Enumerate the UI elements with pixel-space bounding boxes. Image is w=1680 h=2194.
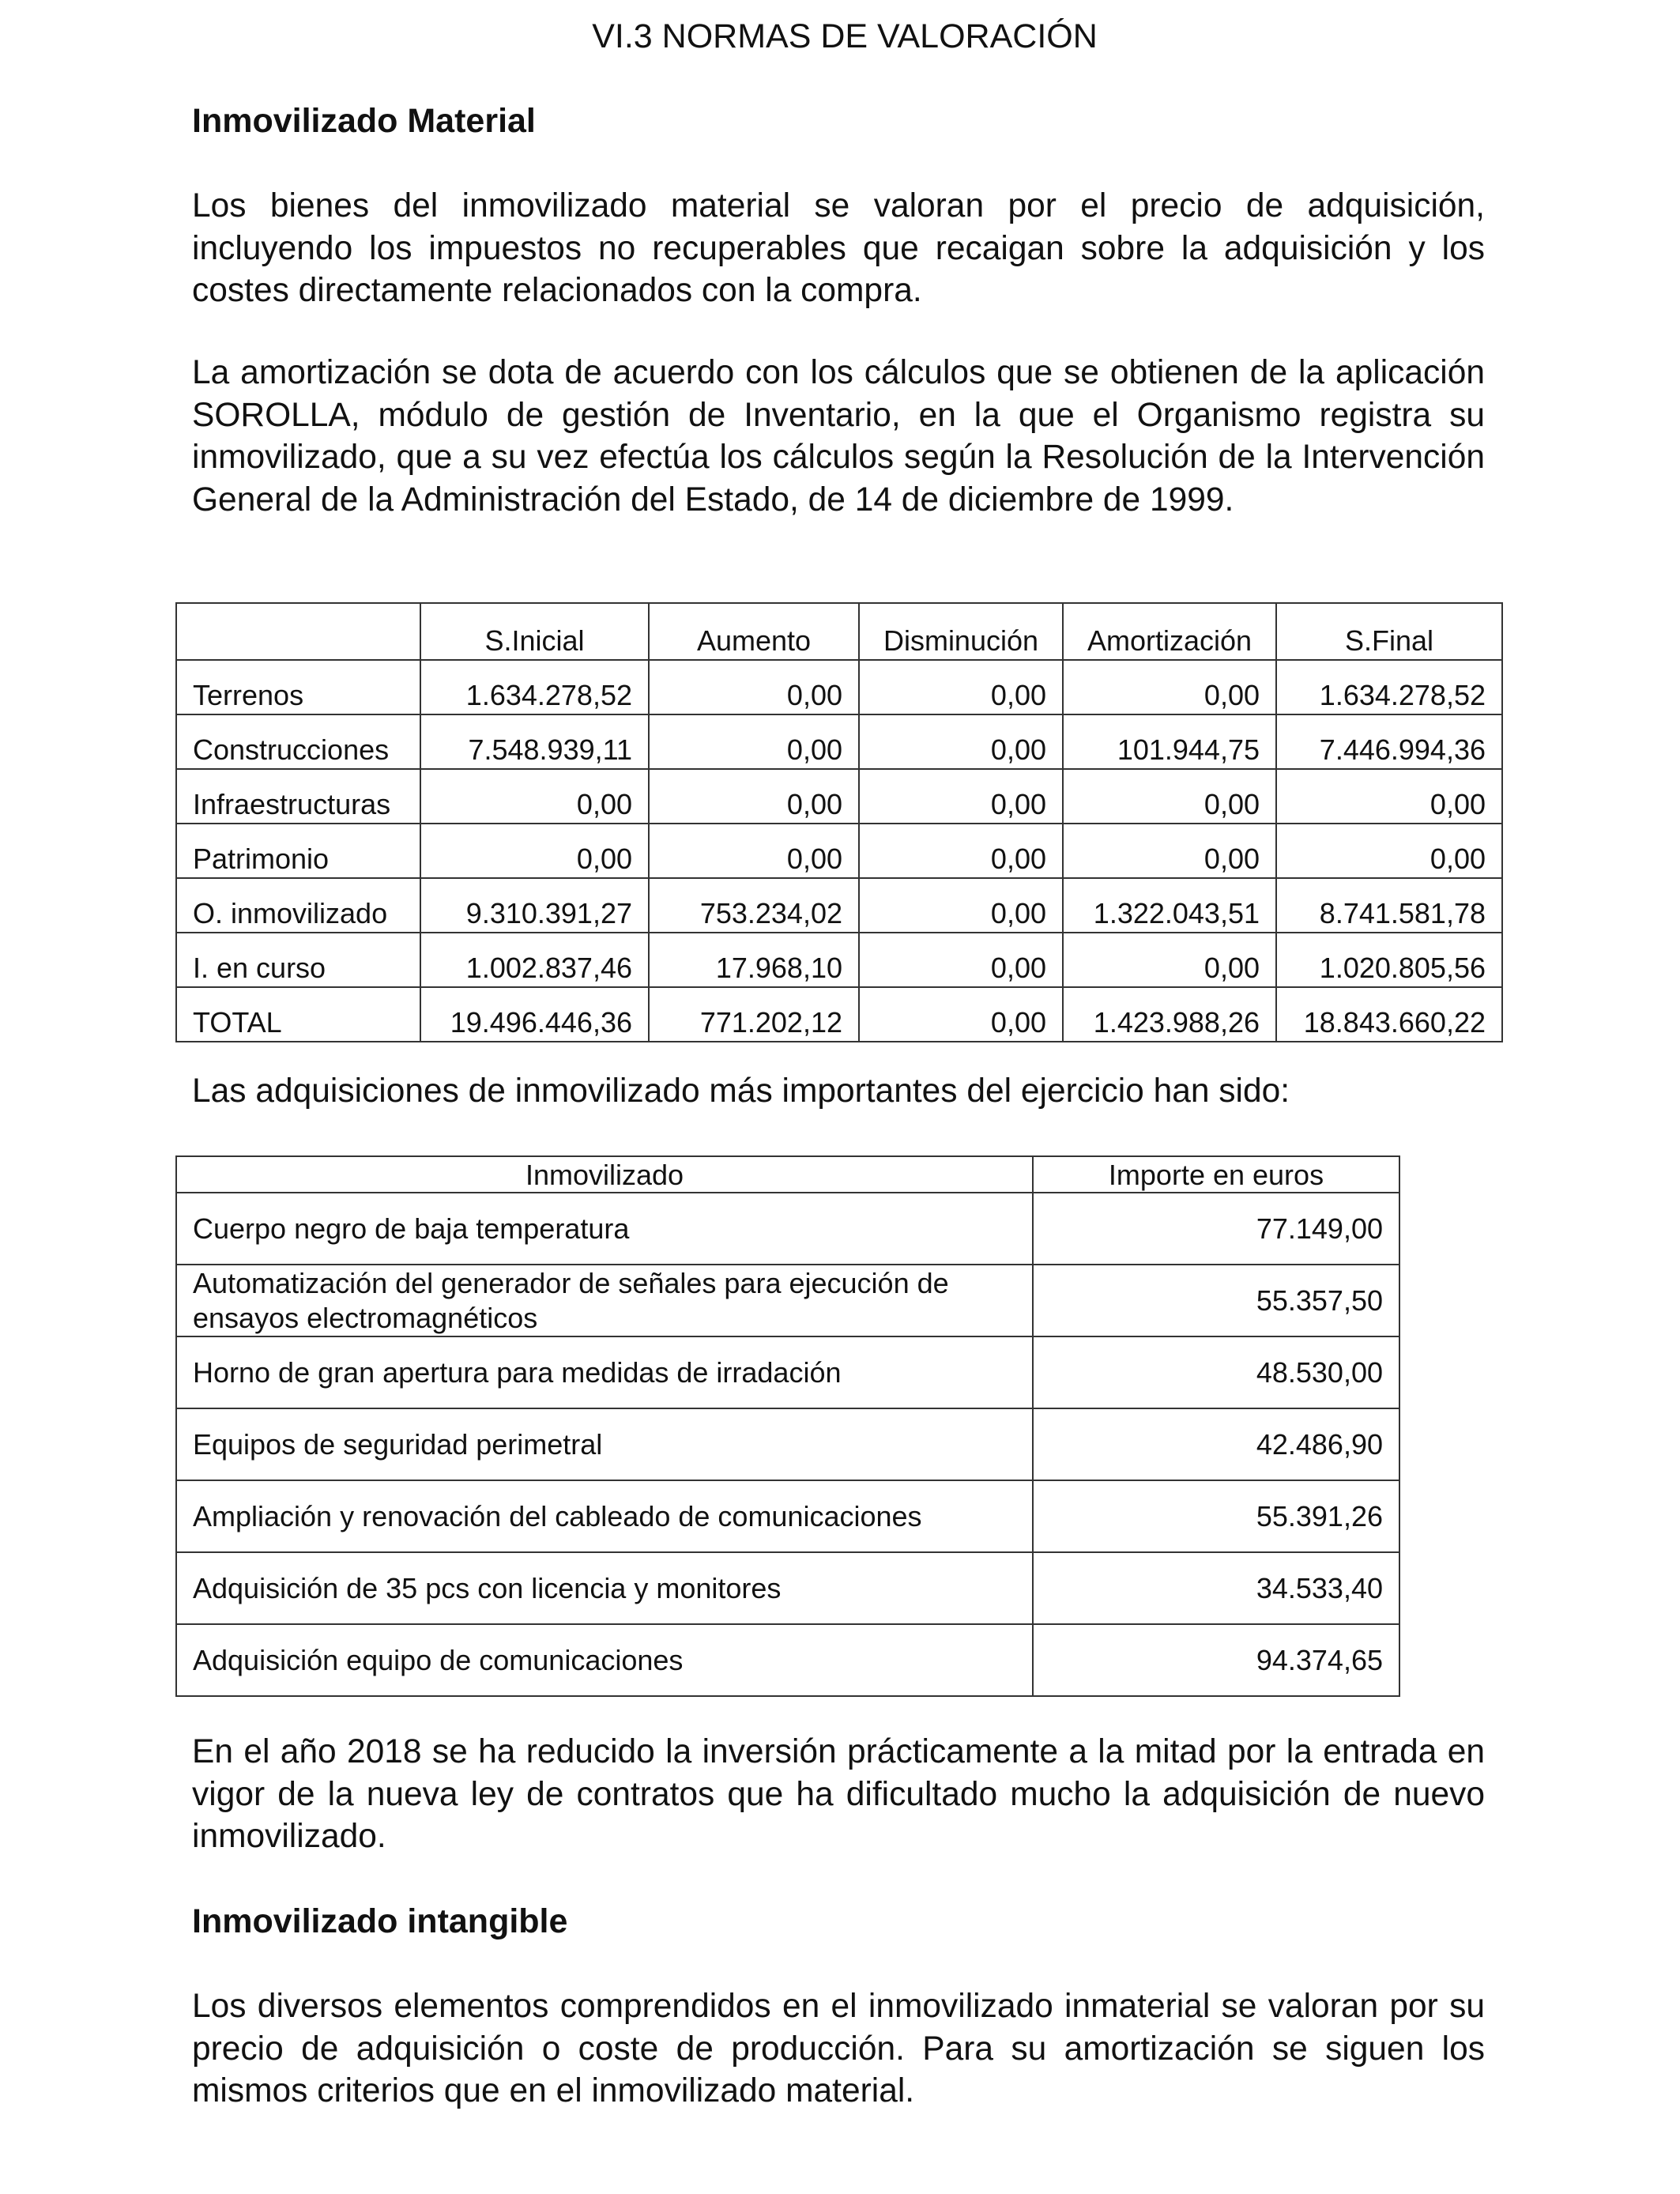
table-cell: Construcciones <box>176 714 420 769</box>
column-header: Inmovilizado <box>176 1156 1033 1193</box>
table-cell: 0,00 <box>649 660 859 714</box>
table-cell: 42.486,90 <box>1033 1408 1399 1480</box>
table-cell: 0,00 <box>1276 824 1502 878</box>
paragraph-adquisiciones-intro: Las adquisiciones de inmovilizado más importantes del ejercicio han sido: <box>192 1072 1290 1110</box>
column-header: S.Inicial <box>420 603 649 660</box>
table-header-row <box>176 1156 1399 1193</box>
table-row <box>176 769 1502 824</box>
table-cell: 0,00 <box>859 878 1063 933</box>
paragraph-amortizacion: La amortización se dota de acuerdo con los cálculos que se obtienen de la aplicación SOROLLA, módulo de gestión de Inventario, en la que el Organismo registra su inmovilizado, que a su vez efectúa los cálculos según la Resolución de la Intervención General de la Administración del Estado, de 14 de diciembre de 1999. <box>192 354 1485 518</box>
table-row <box>176 1552 1399 1624</box>
table-row <box>176 1336 1399 1408</box>
table-cell: 1.020.805,56 <box>1276 933 1502 987</box>
table-cell: Cuerpo negro de baja temperatura <box>176 1193 1033 1265</box>
paragraph-valoracion: Los bienes del inmovilizado material se valoran por el precio de adquisición, incluyendo los impuestos no recuperables que recaigan sobre la adquisición y los costes directamente relacionados con la compra. <box>192 187 1485 309</box>
table-cell: Ampliación y renovación del cableado de comunicaciones <box>176 1480 1033 1552</box>
table-row <box>176 878 1502 933</box>
table-cell: Patrimonio <box>176 824 420 878</box>
table-cell: 1.002.837,46 <box>420 933 649 987</box>
table-cell: Adquisición de 35 pcs con licencia y monitores <box>176 1552 1033 1624</box>
section-heading-inmovilizado-intangible: Inmovilizado intangible <box>192 1902 568 1940</box>
column-header: Importe en euros <box>1033 1156 1399 1193</box>
table-cell: 94.374,65 <box>1033 1624 1399 1696</box>
table-cell: 0,00 <box>1063 769 1276 824</box>
table-cell: TOTAL <box>176 987 420 1042</box>
table-cell: 0,00 <box>1276 769 1502 824</box>
table-cell: Infraestructuras <box>176 769 420 824</box>
column-header: Aumento <box>649 603 859 660</box>
table-cell: 7.446.994,36 <box>1276 714 1502 769</box>
table-cell: 0,00 <box>649 769 859 824</box>
table-cell: Equipos de seguridad perimetral <box>176 1408 1033 1480</box>
table-cell: Terrenos <box>176 660 420 714</box>
table-cell: 0,00 <box>649 714 859 769</box>
table-cell: 101.944,75 <box>1063 714 1276 769</box>
column-header: Amortización <box>1063 603 1276 660</box>
table-cell: 1.634.278,52 <box>1276 660 1502 714</box>
adquisiciones-table <box>175 1155 1400 1697</box>
table-row <box>176 1193 1399 1265</box>
column-header: S.Final <box>1276 603 1502 660</box>
table-cell: 8.741.581,78 <box>1276 878 1502 933</box>
table-row <box>176 824 1502 878</box>
paragraph-intangible: Los diversos elementos comprendidos en el inmovilizado inmaterial se valoran por su precio de adquisición o coste de producción. Para su amortización se siguen los mismos criterios que en el inmovilizado material. <box>192 1988 1485 2109</box>
column-header: Disminución <box>859 603 1063 660</box>
table-cell: O. inmovilizado <box>176 878 420 933</box>
table-cell: 0,00 <box>859 660 1063 714</box>
table-row <box>176 1265 1399 1336</box>
table-cell: 0,00 <box>1063 933 1276 987</box>
table-cell: 0,00 <box>420 769 649 824</box>
table-cell: 771.202,12 <box>649 987 859 1042</box>
table-row <box>176 1408 1399 1480</box>
table-cell: 55.357,50 <box>1033 1265 1399 1336</box>
table-total-row <box>176 987 1502 1042</box>
table-cell: 0,00 <box>1063 660 1276 714</box>
table-row <box>176 933 1502 987</box>
section-heading-inmovilizado-material: Inmovilizado Material <box>192 102 536 140</box>
table-cell: 0,00 <box>859 987 1063 1042</box>
table-cell: 1.423.988,26 <box>1063 987 1276 1042</box>
table-cell: Horno de gran apertura para medidas de irradación <box>176 1336 1033 1408</box>
table-cell: 753.234,02 <box>649 878 859 933</box>
table-cell: 9.310.391,27 <box>420 878 649 933</box>
table-cell: 0,00 <box>1063 824 1276 878</box>
table-cell: 77.149,00 <box>1033 1193 1399 1265</box>
paragraph-inversion-2018: En el año 2018 se ha reducido la inversión prácticamente a la mitad por la entrada en vigor de la nueva ley de contratos que ha dificultado mucho la adquisición de nuevo inmovilizado. <box>192 1733 1485 1855</box>
table-cell: 7.548.939,11 <box>420 714 649 769</box>
table-cell: 1.634.278,52 <box>420 660 649 714</box>
table-cell: Automatización del generador de señales para ejecución de ensayos electromagnéticos <box>176 1265 1033 1336</box>
table-cell: 19.496.446,36 <box>420 987 649 1042</box>
table-cell: 0,00 <box>649 824 859 878</box>
table-cell: I. en curso <box>176 933 420 987</box>
table-row <box>176 1480 1399 1552</box>
page-title: VI.3 NORMAS DE VALORACIÓN <box>592 17 1098 55</box>
table-row <box>176 660 1502 714</box>
table-cell: 48.530,00 <box>1033 1336 1399 1408</box>
table-cell: 17.968,10 <box>649 933 859 987</box>
table-cell: 0,00 <box>859 714 1063 769</box>
table-cell: 18.843.660,22 <box>1276 987 1502 1042</box>
table-cell: 1.322.043,51 <box>1063 878 1276 933</box>
table-header-row <box>176 603 1502 660</box>
table-row <box>176 1624 1399 1696</box>
table-cell: 0,00 <box>859 824 1063 878</box>
table-cell: 55.391,26 <box>1033 1480 1399 1552</box>
table-cell: 34.533,40 <box>1033 1552 1399 1624</box>
table-row <box>176 714 1502 769</box>
table-cell: 0,00 <box>420 824 649 878</box>
table-cell: Adquisición equipo de comunicaciones <box>176 1624 1033 1696</box>
inmovilizado-table <box>175 602 1503 1042</box>
column-header <box>176 603 420 660</box>
table-cell: 0,00 <box>859 769 1063 824</box>
table-cell: 0,00 <box>859 933 1063 987</box>
